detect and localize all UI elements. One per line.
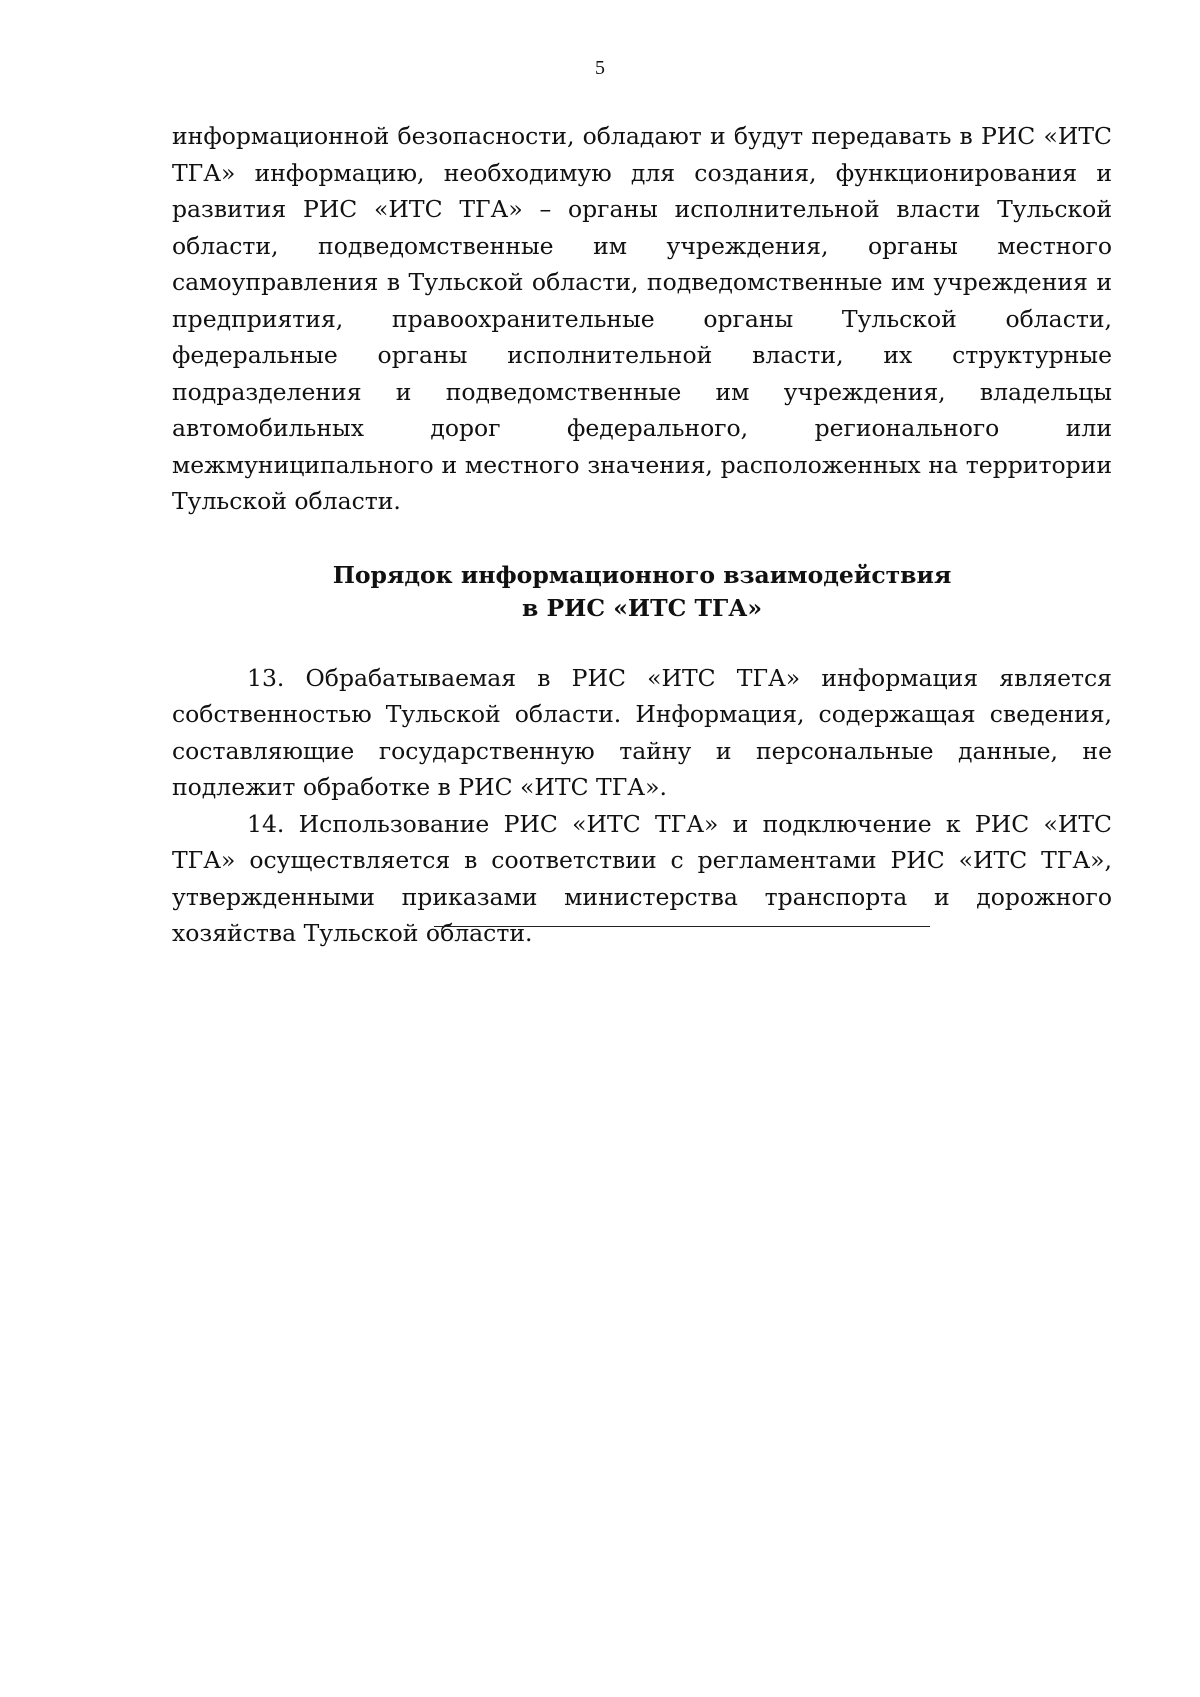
end-of-document-rule bbox=[434, 926, 930, 927]
page-number: 5 bbox=[595, 57, 605, 79]
paragraph-13: 13. Обрабатываемая в РИС «ИТС ТГА» информация является собственностью Тульской области. Информация, содержащая сведения, составляющие государственную тайну и персональные данные, не подлежит обработке в РИС «ИТС ТГА». bbox=[172, 663, 1112, 801]
intro-paragraph: информационной безопасности, обладают и будут передавать в РИС «ИТС ТГА» информацию, необходимую для создания, функционирования и развития РИС «ИТС ТГА» – органы исполнительной власти Тульской области, подведомственные им учреждения, органы местного самоуправления в Тульской области, подведомственные им учреждения и предприятия, правоохранительные органы Тульской области, федеральные органы исполнительной власти, их структурные подразделения и подведомственные им учреждения, владельцы автомобильных дорог федерального, регионального или межмуниципального и местного значения, расположенных на территории Тульской области. bbox=[172, 122, 1112, 515]
document-body bbox=[172, 118, 1112, 952]
paragraph-14: 14. Использование РИС «ИТС ТГА» и подключение к РИС «ИТС ТГА» осуществляется в соответствии с регламентами РИС «ИТС ТГА», утвержденными приказами министерства транспорта и дорожного хозяйства Тульской области. bbox=[172, 809, 1112, 947]
section-heading-line-1: Порядок информационного взаимодействия bbox=[332, 560, 952, 589]
section-heading-line-2: в РИС «ИТС ТГА» bbox=[521, 593, 763, 622]
section-heading bbox=[172, 520, 1112, 660]
